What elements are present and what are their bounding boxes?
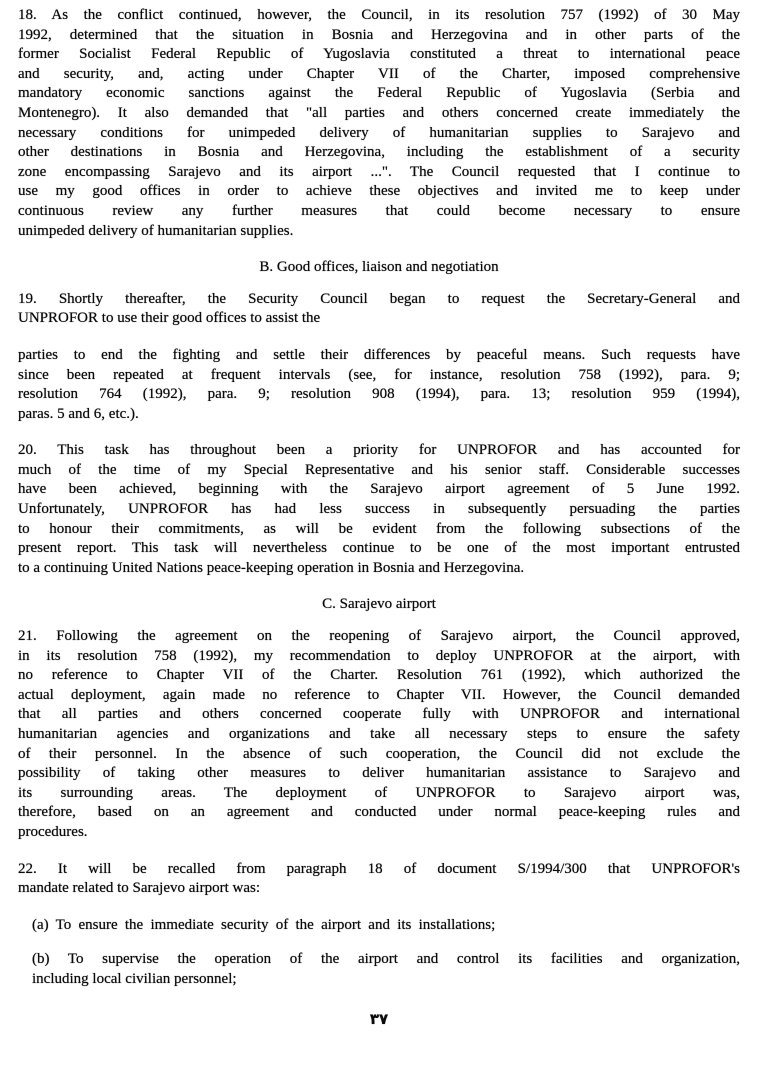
text-line: procedures. <box>18 823 88 840</box>
text-line: and security, and, acting under Chapter VII of the Charter, imposed comprehensive <box>18 65 740 82</box>
text-line: mandate related to Sarajevo airport was: <box>18 880 260 897</box>
text-line: present report. This task will nevertheless continue to be one of the most important entrusted <box>18 540 740 557</box>
text-line: 19. Shortly thereafter, the Security Council began to request the Secretary-General and <box>18 290 740 307</box>
text-line: other destinations in Bosnia and Herzegovina, including the establishment of a security <box>18 144 740 161</box>
text-line: humanitarian agencies and organizations and take all necessary steps to ensure the safety <box>18 726 740 742</box>
paragraph <box>18 6 740 241</box>
text-line: zone encompassing Sarajevo and its airport ...". The Council requested that I continue to <box>18 163 740 180</box>
text-line: paras. 5 and 6, etc.). <box>18 405 139 422</box>
text-line: necessary conditions for unimpeded delivery of humanitarian supplies to Sarajevo and <box>18 124 740 141</box>
text-line: resolution 764 (1992), para. 9; resolution 908 (1994), para. 13; resolution 959 (1994), <box>18 386 740 403</box>
text-line: continuous review any further measures that could become necessary to ensure <box>18 202 740 219</box>
text-line: former Socialist Federal Republic of Yugoslavia constituted a threat to international peace <box>18 46 740 63</box>
text-line: 1992, determined that the situation in Bosnia and Herzegovina and in other parts of the <box>18 26 740 43</box>
text-line: have been achieved, beginning with the Sarajevo airport agreement of 5 June 1992. <box>18 481 740 498</box>
section-heading: B. Good offices, liaison and negotiation <box>259 259 499 276</box>
paragraph <box>18 441 740 578</box>
text-line: (b) To supervise the operation of the airport and control its facilities and organization, <box>32 951 740 968</box>
text-line: no reference to Chapter VII of the Charter. Resolution 761 (1992), which authorized the <box>18 667 740 684</box>
paragraph <box>18 290 740 329</box>
document-body <box>18 6 740 1005</box>
text-line: parties to end the fighting and settle their differences by peaceful means. Such requests have <box>18 346 740 363</box>
paragraph <box>32 950 740 989</box>
paragraph <box>18 346 740 424</box>
text-line: that all parties and others concerned cooperate fully with UNPROFOR and international <box>18 706 740 723</box>
text-line: since been repeated at frequent intervals (see, for instance, resolution 758 (1992), para. 9; <box>18 366 740 383</box>
text-line: therefore, based on an agreement and conducted under normal peace-keeping rules and <box>18 804 740 821</box>
text-line: of their personnel. In the absence of such cooperation, the Council did not exclude the <box>18 745 740 762</box>
text-line: much of the time of my Special Representative and his senior staff. Considerable successes <box>18 461 740 478</box>
paragraph <box>32 916 740 936</box>
text-line: 18. As the conflict continued, however, the Council, in its resolution 757 (1992) of 30 May <box>18 7 740 23</box>
text-line: actual deployment, again made no reference to Chapter VII. However, the Council demanded <box>18 686 740 703</box>
text-line: UNPROFOR to use their good offices to assist the <box>18 310 321 327</box>
text-line: Montenegro). It also demanded that "all parties and others concerned create immediately the <box>18 104 740 121</box>
text-line: Unfortunately, UNPROFOR has had less success in subsequently persuading the parties <box>18 501 740 518</box>
text-line: unimpeded delivery of humanitarian supplies. <box>18 222 294 239</box>
section-heading: C. Sarajevo airport <box>322 596 436 613</box>
text-line: 21. Following the agreement on the reopening of Sarajevo airport, the Council approved, <box>18 628 740 645</box>
text-line: use my good offices in order to achieve these objectives and invited me to keep under <box>18 183 740 200</box>
text-line: possibility of taking other measures to deliver humanitarian assistance to Sarajevo and <box>18 765 740 782</box>
text-line: to a continuing United Nations peace-keeping operation in Bosnia and Herzegovina. <box>18 559 525 576</box>
text-line: 20. This task has throughout been a priority for UNPROFOR and has accounted for <box>18 442 740 459</box>
paragraph <box>18 627 740 843</box>
text-line: its surrounding areas. The deployment of UNPROFOR to Sarajevo airport was, <box>18 784 740 801</box>
text-line: mandatory economic sanctions against the Federal Republic of Yugoslavia (Serbia and <box>18 85 740 102</box>
text-line: to honour their commitments, as will be evident from the following subsections of the <box>18 520 740 537</box>
paragraph <box>18 860 740 899</box>
text-line: including local civilian personnel; <box>32 970 237 987</box>
text-line: (a) To ensure the immediate security of the airport and its installations; <box>32 916 496 933</box>
page-number: ٣٧ <box>369 1010 389 1028</box>
text-line: in its resolution 758 (1992), my recommendation to deploy UNPROFOR at the airport, with <box>18 647 740 664</box>
text-line: 22. It will be recalled from paragraph 18 of document S/1994/300 that UNPROFOR's <box>18 860 740 877</box>
